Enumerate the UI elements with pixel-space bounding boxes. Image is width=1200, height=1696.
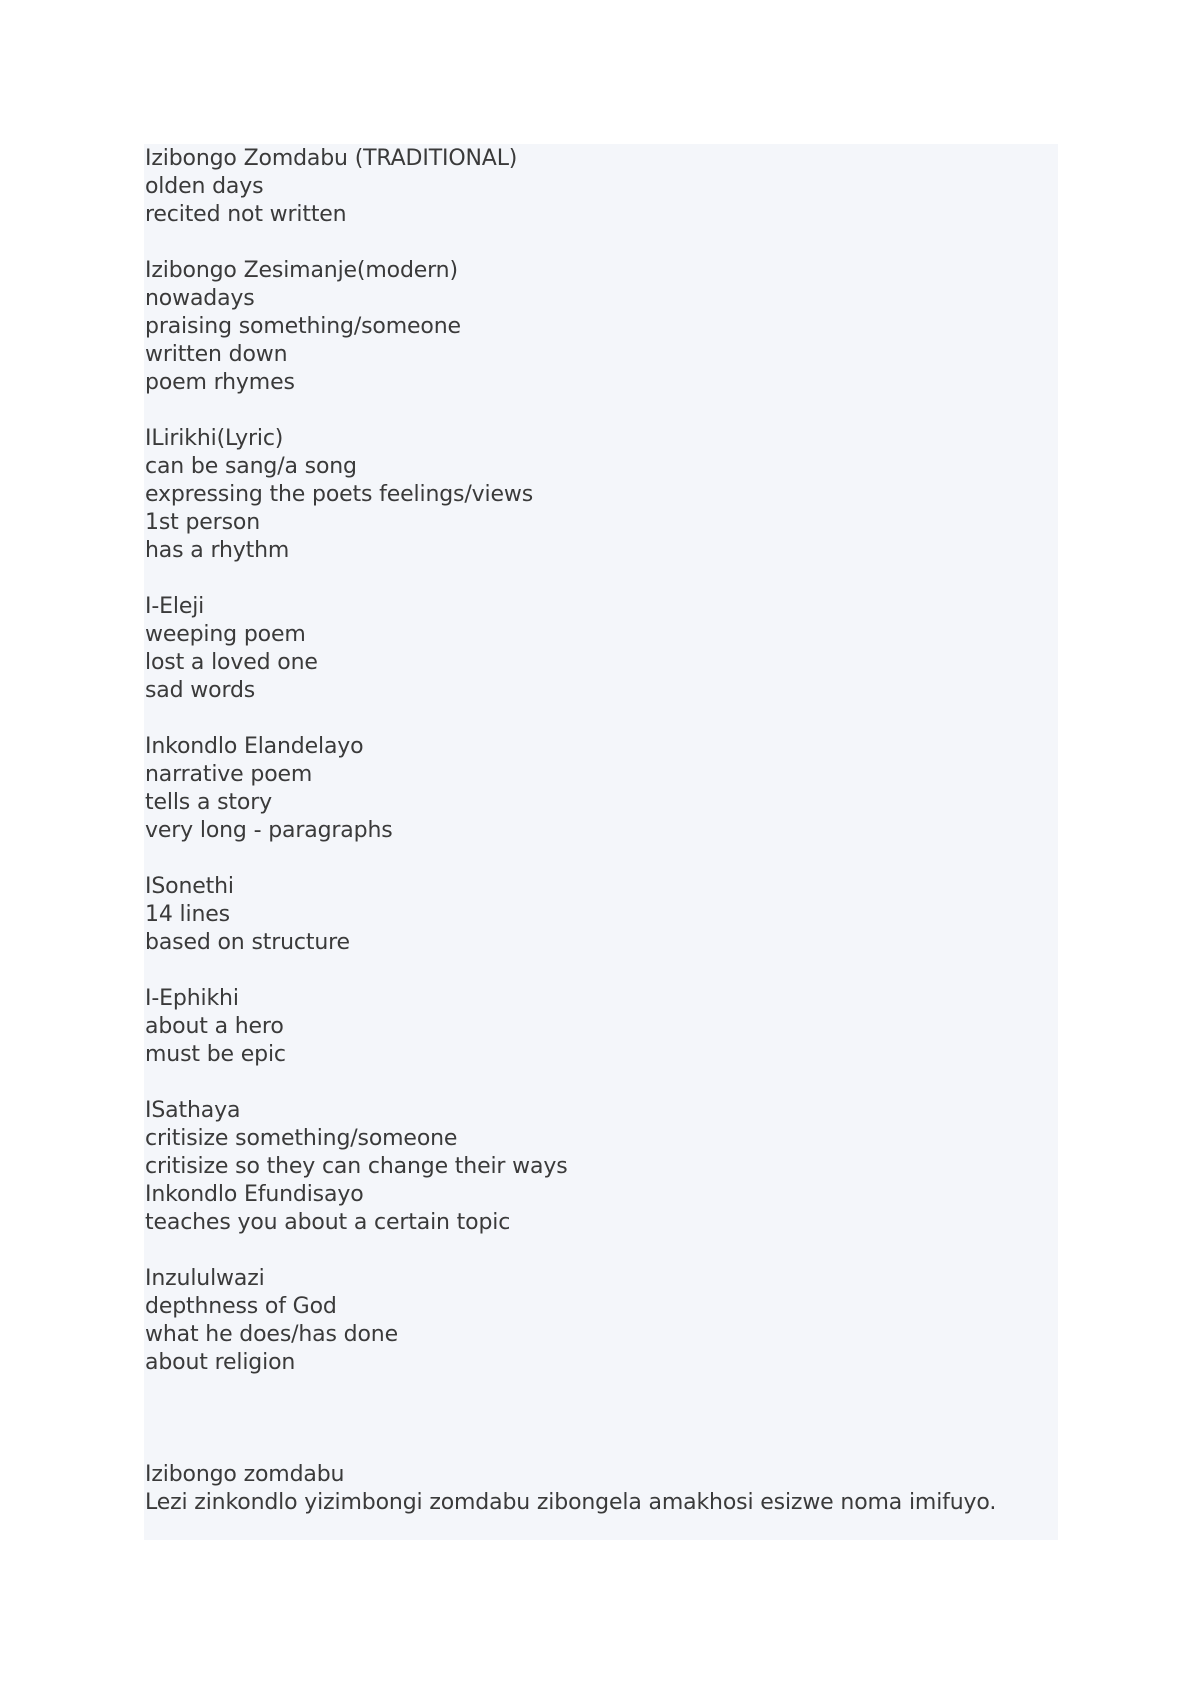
section-heading-epic: I-Ephikhi	[145, 986, 239, 1011]
section-line: about a hero	[145, 1014, 284, 1039]
section-line: sad words	[145, 678, 256, 703]
section-line: must be epic	[145, 1042, 286, 1067]
section-line: poem rhymes	[145, 370, 295, 395]
section-heading-religious: Inzululwazi	[145, 1266, 265, 1291]
section-line: nowadays	[145, 286, 255, 311]
section-line: what he does/has done	[145, 1322, 398, 1347]
section-line: weeping poem	[145, 622, 306, 647]
section-line: lost a loved one	[145, 650, 318, 675]
section-heading-elegy: I-Eleji	[145, 594, 205, 619]
section-heading-narrative: Inkondlo Elandelayo	[145, 734, 364, 759]
section-line: teaches you about a certain topic	[145, 1210, 511, 1235]
section-line: based on structure	[145, 930, 350, 955]
section-line: tells a story	[145, 790, 272, 815]
document-text-block	[144, 144, 1058, 1540]
closing-heading: Izibongo zomdabu	[145, 1462, 345, 1487]
section-heading-traditional: Izibongo Zomdabu (TRADITIONAL)	[145, 146, 518, 171]
section-heading-satire: ISathaya	[145, 1098, 241, 1123]
section-line: has a rhythm	[145, 538, 290, 563]
section-heading-modern: Izibongo Zesimanje(modern)	[145, 258, 458, 283]
section-line: 1st person	[145, 510, 260, 535]
section-line: very long - paragraphs	[145, 818, 393, 843]
section-line: critisize so they can change their ways	[145, 1154, 568, 1179]
section-line: recited not written	[145, 202, 347, 227]
section-heading-lyric: ILirikhi(Lyric)	[145, 426, 284, 451]
section-line: Inkondlo Efundisayo	[145, 1182, 364, 1207]
section-line: about religion	[145, 1350, 296, 1375]
section-line: written down	[145, 342, 288, 367]
section-line: can be sang/a song	[145, 454, 357, 479]
document-lines	[145, 145, 996, 1517]
section-line: critisize something/someone	[145, 1126, 458, 1151]
section-heading-sonnet: ISonethi	[145, 874, 234, 899]
closing-text: Lezi zinkondlo yizimbongi zomdabu zibongela amakhosi esizwe noma imifuyo.	[145, 1490, 997, 1515]
section-line: depthness of God	[145, 1294, 337, 1319]
section-line: olden days	[145, 174, 264, 199]
section-line: narrative poem	[145, 762, 313, 787]
section-line: 14 lines	[145, 902, 230, 927]
section-line: praising something/someone	[145, 314, 461, 339]
section-line: expressing the poets feelings/views	[145, 482, 534, 507]
